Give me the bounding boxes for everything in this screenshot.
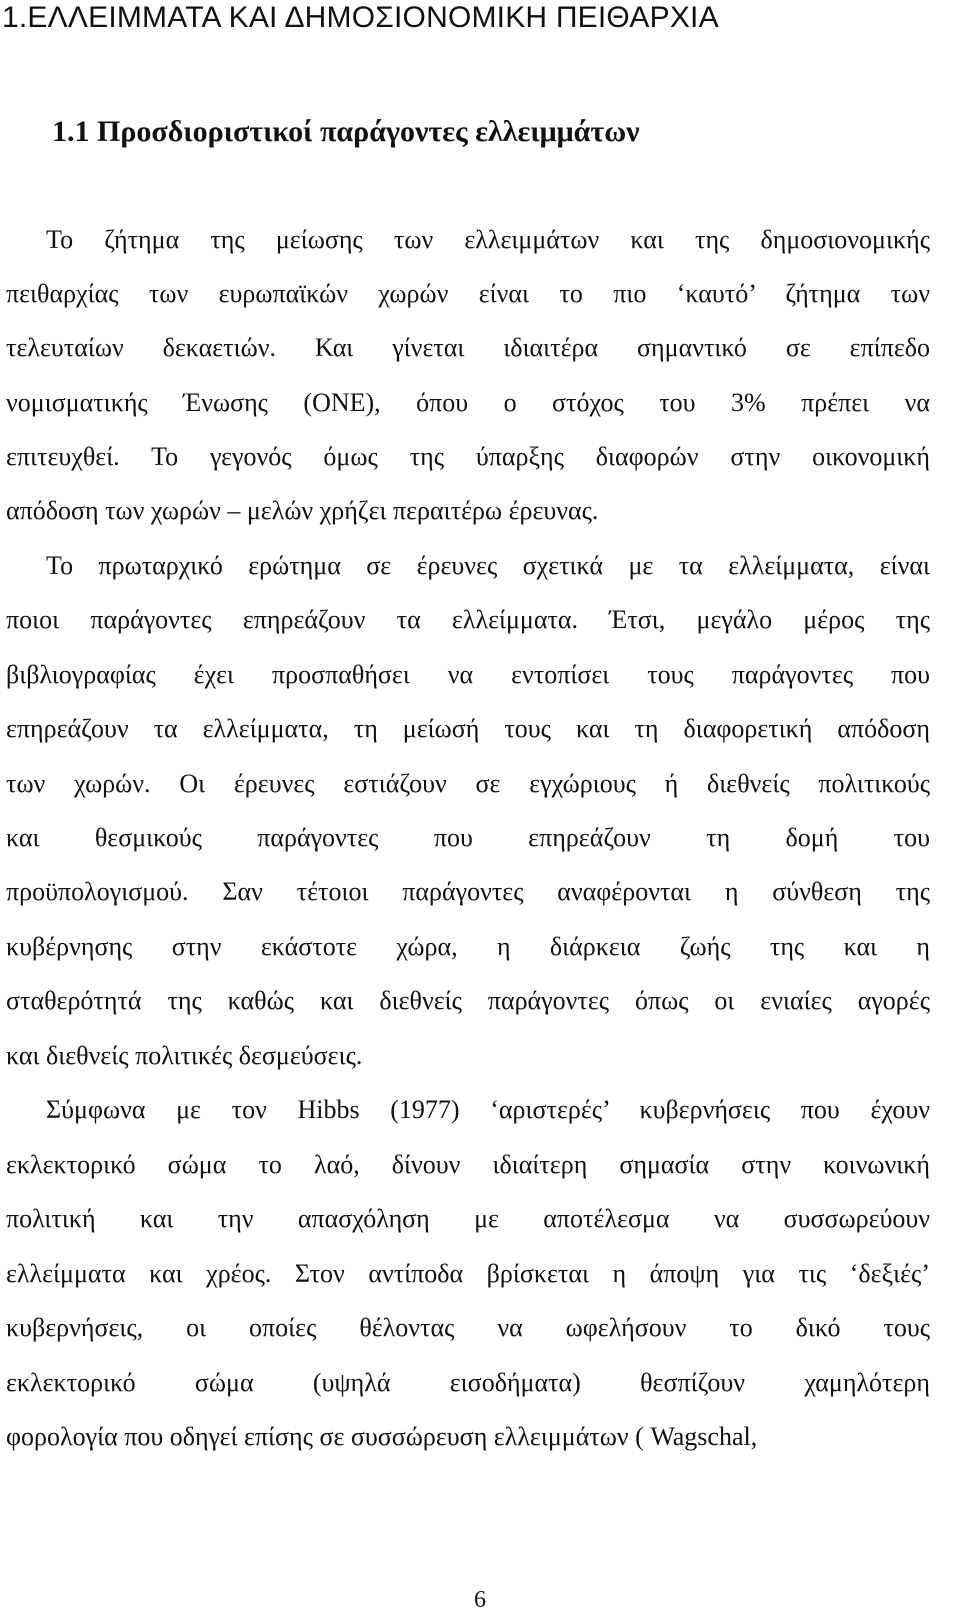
paragraph-line: προϋπολογισμού. Σαν τέτοιοι παράγοντες αναφέρονται η σύνθεση της [6,877,930,906]
paragraph-line: σταθερότητά της καθώς και διεθνείς παράγοντες όπως οι ενιαίες αγορές [6,986,930,1015]
paragraph-line: εκλεκτορικό σώμα το λαό, δίνουν ιδιαίτερη σημασία στην κοινωνική [6,1150,930,1179]
chapter-heading: 1.ΕΛΛΕΙΜΜΑΤΑ ΚΑΙ ΔΗΜΟΣΙΟΝΟΜΙΚΗ ΠΕΙΘΑΡΧΙΑ [2,1,719,34]
paragraph-line: επιτευχθεί. Το γεγονός όμως της ύπαρξης διαφορών στην οικονομική [6,442,930,471]
paragraph-line: κυβέρνησης στην εκάστοτε χώρα, η διάρκεια ζωής της και η [6,932,930,961]
paragraph-line: των χωρών. Οι έρευνες εστιάζουν σε εγχώριους ή διεθνείς πολιτικούς [6,769,930,798]
paragraph-line: Σύμφωνα με τον Hibbs (1977) ‘αριστερές’ κυβερνήσεις που έχουν [46,1095,930,1124]
paragraph-line: Το ζήτημα της μείωσης των ελλειμμάτων και της δημοσιονομικής [46,225,930,254]
paragraph-line: φορολογία που οδηγεί επίσης σε συσσώρευση ελλειμμάτων ( Wagschal, [6,1422,758,1451]
paragraph-line: επηρεάζουν τα ελλείμματα, τη μείωσή τους και τη διαφορετική απόδοση [6,714,930,743]
paragraph-line: ελλείμματα και χρέος. Στον αντίποδα βρίσκεται η άποψη για τις ‘δεξιές’ [6,1259,930,1288]
paragraph-line: τελευταίων δεκαετιών. Και γίνεται ιδιαιτέρα σημαντικό σε επίπεδο [6,333,930,362]
paragraph-line: και θεσμικούς παράγοντες που επηρεάζουν τη δομή του [6,823,930,852]
paragraph-line: εκλεκτορικό σώμα (υψηλά εισοδήματα) θεσπίζουν χαμηλότερη [6,1368,930,1397]
paragraph-line: και διεθνείς πολιτικές δεσμεύσεις. [6,1041,363,1070]
paragraph-line: νομισματικής Ένωσης (ΟΝΕ), όπου ο στόχος του 3% πρέπει να [6,388,930,417]
paragraph-line: απόδοση των χωρών – μελών χρήζει περαιτέρω έρευνας. [6,496,599,525]
section-heading: 1.1 Προσδιοριστικοί παράγοντες ελλειμμάτων [52,115,640,148]
paragraph-line: Το πρωταρχικό ερώτημα σε έρευνες σχετικά με τα ελλείμματα, είναι [46,551,930,580]
paragraph-line: βιβλιογραφίας έχει προσπαθήσει να εντοπίσει τους παράγοντες που [6,660,930,689]
paragraph-line: ποιοι παράγοντες επηρεάζουν τα ελλείμματα. Έτσι, μεγάλο μέρος της [6,605,930,634]
page-number: 6 [474,1587,486,1613]
paragraph-line: πειθαρχίας των ευρωπαϊκών χωρών είναι το πιο ‘καυτό’ ζήτημα των [6,279,930,308]
paragraph-line: πολιτική και την απασχόληση με αποτέλεσμα να συσσωρεύουν [6,1204,930,1233]
paragraph-line: κυβερνήσεις, οι οποίες θέλοντας να ωφελήσουν το δικό τους [6,1313,930,1342]
